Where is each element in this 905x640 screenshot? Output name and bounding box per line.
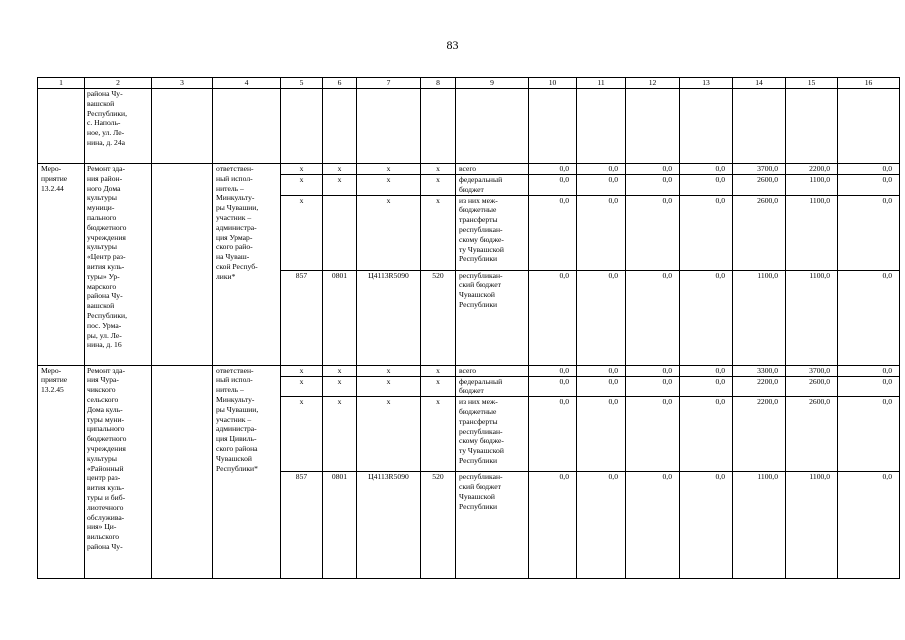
measure-name-cell-line: вашской [87,301,115,311]
funding-source-cell [456,195,529,270]
funding-source-cell [456,365,529,376]
measure-name-cell-line: пального [87,212,117,222]
value-cell: 3300,0 [733,365,786,376]
measure-name-cell-line: марского [87,281,117,291]
executor-cell-line: ской Респуб- [216,261,258,271]
funding-source-cell-line: республикан- [459,224,503,234]
empty-cell [838,89,900,164]
object-name-cell-line: района Чу- [87,89,123,98]
value-cell: 1100,0 [786,175,838,196]
empty-cell [357,89,421,164]
target-article-cell: х [357,195,421,270]
measure-name-cell-line: вития куль- [87,261,125,271]
expense-type-cell: 520 [421,472,456,579]
executor-cell-line: ный испол- [216,375,253,385]
funding-source-cell-line: Чувашской [459,491,495,501]
measure-id-cell-line: 13.2.44 [41,183,64,193]
column-number-cell: 2 [85,78,152,89]
grbs-cell: х [281,195,323,270]
empty-cell [786,89,838,164]
value-cell: 0,0 [577,376,626,397]
target-article-cell: х [357,164,421,175]
grbs-cell: 857 [281,270,323,365]
empty-cell [152,365,213,579]
column-number-cell: 7 [357,78,421,89]
target-article-cell: х [357,365,421,376]
value-cell: 0,0 [577,397,626,472]
value-cell: 0,0 [626,472,680,579]
measure-name-cell-line: бюджетного [87,222,127,232]
measure-name-cell-line: туры» Ур- [87,271,120,281]
value-cell: 0,0 [680,365,733,376]
funding-source-cell-line: ский бюджет [459,280,501,290]
empty-cell [529,89,577,164]
funding-source-cell-line: Республики [459,299,498,309]
empty-cell [323,89,357,164]
measure-name-cell-line: сельского [87,394,119,404]
expense-type-cell: 520 [421,270,456,365]
executor-cell-line: участник – [216,212,252,222]
empty-cell [38,89,85,164]
value-cell: 2200,0 [733,376,786,397]
value-cell: 0,0 [626,270,680,365]
measure-name-cell-line: района Чу- [87,541,123,551]
funding-source-cell-line: всего [459,365,477,375]
funding-source-cell-line: Чувашской [459,290,495,300]
value-cell: 0,0 [577,195,626,270]
funding-source-cell-line: ту Чувашской [459,244,504,254]
value-cell: 0,0 [529,397,577,472]
budget-table [37,77,900,579]
value-cell: 2600,0 [733,195,786,270]
value-cell: 0,0 [529,164,577,175]
measure-name-cell-line: Ремонт зда- [87,365,126,375]
measure-name-cell-line: культуры [87,242,117,252]
target-article-cell: х [357,397,421,472]
column-number-cell: 8 [421,78,456,89]
funding-source-cell [456,376,529,397]
measure-id-cell-line: приятие [41,173,68,183]
value-cell: 0,0 [626,397,680,472]
funding-source-cell-line: бюджет [459,386,484,396]
funding-source-cell-line: скому бюдже- [459,234,504,244]
executor-cell-line: ского райо- [216,242,253,252]
empty-cell [213,89,281,164]
value-cell: 1100,0 [733,270,786,365]
table-row [38,365,900,376]
column-number-cell: 9 [456,78,529,89]
value-cell: 0,0 [529,365,577,376]
grbs-cell: х [281,175,323,196]
executor-cell-line: участник – [216,414,252,424]
expense-type-cell: х [421,195,456,270]
object-name-cell-line: ное, ул. Ле- [87,128,125,138]
funding-source-cell-line: бюджетные [459,406,497,416]
executor-cell-line: Минкульту- [216,394,255,404]
measure-name-cell-line: нина, д. 16 [87,340,122,350]
value-cell: 0,0 [529,270,577,365]
measure-name-cell-line: Ремонт зда- [87,164,126,173]
funding-source-cell-line: трансферты [459,215,498,225]
object-name-cell-line: с. Наполь- [87,118,121,128]
grbs-cell: х [281,164,323,175]
target-article-cell: х [357,175,421,196]
grbs-cell: х [281,376,323,397]
funding-source-cell-line: ский бюджет [459,481,501,491]
column-number-cell: 5 [281,78,323,89]
measure-name-cell-line: муници- [87,203,115,213]
value-cell: 0,0 [626,164,680,175]
funding-source-cell-line: республикан- [459,426,503,436]
value-cell: 0,0 [838,376,900,397]
measure-name-cell-line: вильского [87,532,120,542]
value-cell: 0,0 [838,270,900,365]
funding-source-cell-line: ту Чувашской [459,446,504,456]
value-cell: 2200,0 [733,397,786,472]
measure-name-cell-line: ципального [87,424,125,434]
measure-name-cell-line: туры муни- [87,414,125,424]
empty-cell [152,89,213,164]
object-name-cell-line: Республики, [87,108,127,118]
expense-type-cell: х [421,175,456,196]
value-cell: 0,0 [680,175,733,196]
funding-source-cell-line: Республики [459,501,498,511]
funding-source-cell-line: республикан- [459,270,503,280]
funding-source-cell-line: из них меж- [459,195,498,205]
measure-name-cell-line: ния» Ци- [87,522,117,532]
section-cell: х [323,365,357,376]
funding-source-cell-line: федеральный [459,376,503,386]
value-cell: 0,0 [626,376,680,397]
target-article-cell: х [357,376,421,397]
funding-source-cell [456,164,529,175]
measure-name-cell-line: учреждения [87,443,126,453]
section-cell: 0801 [323,270,357,365]
section-cell: х [323,164,357,175]
empty-cell [421,89,456,164]
table-row [38,89,900,164]
measure-id-cell-line: приятие [41,375,68,385]
executor-cell-line: ры Чувашии, [216,404,259,414]
executor-cell-line: администра- [216,222,257,232]
measure-name-cell-line: культуры [87,453,117,463]
funding-source-cell [456,397,529,472]
measure-id-cell-line: Меро- [41,365,62,375]
funding-source-cell-line: республикан- [459,472,503,482]
target-article-cell: Ц4113R5090 [357,270,421,365]
grbs-cell: х [281,397,323,472]
measure-id-cell-line: Меро- [41,164,62,173]
executor-cell-line: Чувашской [216,453,252,463]
executor-cell-line: Республики* [216,463,258,473]
value-cell: 0,0 [577,175,626,196]
measure-name-cell-line: ры, ул. Ле- [87,330,122,340]
measure-name-cell-line: «Районный [87,463,124,473]
executor-cell-line: ответствен- [216,164,254,173]
measure-name-cell-line: центр раз- [87,473,121,483]
value-cell: 0,0 [626,195,680,270]
measure-name-cell-line: ного Дома [87,183,121,193]
grbs-cell: 857 [281,472,323,579]
value-cell: 0,0 [577,365,626,376]
column-number-cell: 12 [626,78,680,89]
funding-source-cell-line: скому бюдже- [459,436,504,446]
funding-source-cell [456,270,529,365]
executor-cell-line: ный испол- [216,173,253,183]
measure-name-cell-line: района Чу- [87,291,123,301]
column-number-cell: 1 [38,78,85,89]
section-cell: х [323,175,357,196]
measure-name-cell-line: культуры [87,193,117,203]
executor-cell-line: Минкульту- [216,193,255,203]
executor-cell [213,365,281,579]
funding-source-cell-line: федеральный [459,175,503,184]
column-number-cell: 11 [577,78,626,89]
value-cell: 0,0 [838,365,900,376]
object-name-cell-line: нина, д. 24а [87,137,125,147]
funding-source-cell-line: Республики [459,254,498,264]
empty-cell [456,89,529,164]
measure-name-cell-line: Республики, [87,310,127,320]
grbs-cell: х [281,365,323,376]
measure-name-cell-line: учреждения [87,232,126,242]
measure-name-cell-line: обслужива- [87,512,125,522]
section-cell: 0801 [323,472,357,579]
column-number-cell: 13 [680,78,733,89]
measure-name-cell [85,365,152,579]
measure-name-cell-line: чикского [87,385,116,395]
value-cell: 0,0 [680,164,733,175]
measure-name-cell-line: туры и биб- [87,492,126,502]
funding-source-cell [456,472,529,579]
page-number: 83 [446,38,459,52]
value-cell: 0,0 [529,376,577,397]
measure-name-cell-line: ния Чура- [87,375,119,385]
value-cell: 1100,0 [786,195,838,270]
measure-id-cell [38,164,85,366]
value-cell: 0,0 [838,164,900,175]
value-cell: 0,0 [680,270,733,365]
expense-type-cell: х [421,365,456,376]
executor-cell-line: ского района [216,443,258,453]
executor-cell-line: лики* [216,271,236,281]
measure-name-cell-line: «Центр раз- [87,252,126,262]
value-cell: 0,0 [680,397,733,472]
executor-cell-line: ция Цивиль- [216,434,257,444]
column-number-cell: 6 [323,78,357,89]
measure-name-cell-line: Дома куль- [87,404,123,414]
table-header-row [38,78,900,89]
empty-cell [733,89,786,164]
column-number-cell: 15 [786,78,838,89]
value-cell: 1100,0 [786,270,838,365]
funding-source-cell-line: из них меж- [459,397,498,407]
value-cell: 1100,0 [786,472,838,579]
section-cell [323,195,357,270]
funding-source-cell-line: бюджет [459,184,484,194]
empty-cell [152,164,213,366]
value-cell: 0,0 [626,365,680,376]
value-cell: 0,0 [838,195,900,270]
measure-name-cell [85,164,152,366]
column-number-cell: 14 [733,78,786,89]
measure-name-cell-line: ния район- [87,173,123,183]
executor-cell-line: ответствен- [216,365,254,375]
value-cell: 3700,0 [733,164,786,175]
value-cell: 0,0 [529,472,577,579]
measure-name-cell-line: пос. Урма- [87,320,122,330]
executor-cell-line: администра- [216,424,257,434]
column-number-cell: 16 [838,78,900,89]
target-article-cell: Ц4113R5090 [357,472,421,579]
value-cell: 2200,0 [786,164,838,175]
value-cell: 3700,0 [786,365,838,376]
value-cell: 0,0 [626,175,680,196]
value-cell: 0,0 [529,175,577,196]
value-cell: 2600,0 [733,175,786,196]
table-row [38,164,900,175]
value-cell: 1100,0 [733,472,786,579]
section-cell: х [323,397,357,472]
measure-id-cell [38,365,85,579]
empty-cell [626,89,680,164]
executor-cell-line: на Чуваш- [216,252,250,262]
value-cell: 0,0 [577,270,626,365]
executor-cell-line: нитель – [216,385,244,395]
value-cell: 0,0 [838,397,900,472]
value-cell: 0,0 [577,164,626,175]
funding-source-cell-line: Республики [459,455,498,465]
expense-type-cell: х [421,397,456,472]
value-cell: 2600,0 [786,397,838,472]
expense-type-cell: х [421,164,456,175]
executor-cell-line: ры Чувашии, [216,203,259,213]
funding-source-cell-line: бюджетные [459,205,497,215]
measure-name-cell-line: вития куль- [87,483,125,493]
executor-cell-line: нитель – [216,183,244,193]
executor-cell-line: ция Урмар- [216,232,253,242]
empty-cell [680,89,733,164]
funding-source-cell [456,175,529,196]
funding-source-cell-line: трансферты [459,416,498,426]
value-cell: 0,0 [838,472,900,579]
empty-cell [281,89,323,164]
column-number-cell: 10 [529,78,577,89]
object-name-cell [85,89,152,164]
value-cell: 0,0 [680,472,733,579]
value-cell: 0,0 [577,472,626,579]
empty-cell [577,89,626,164]
value-cell: 2600,0 [786,376,838,397]
funding-source-cell-line: всего [459,164,477,173]
value-cell: 0,0 [529,195,577,270]
value-cell: 0,0 [838,175,900,196]
measure-id-cell-line: 13.2.45 [41,385,64,395]
value-cell: 0,0 [680,376,733,397]
expense-type-cell: х [421,376,456,397]
column-number-cell: 3 [152,78,213,89]
value-cell: 0,0 [680,195,733,270]
column-number-cell: 4 [213,78,281,89]
object-name-cell-line: вашской [87,98,115,108]
section-cell: х [323,376,357,397]
executor-cell [213,164,281,366]
measure-name-cell-line: бюджетного [87,434,127,444]
measure-name-cell-line: лиотечного [87,502,124,512]
